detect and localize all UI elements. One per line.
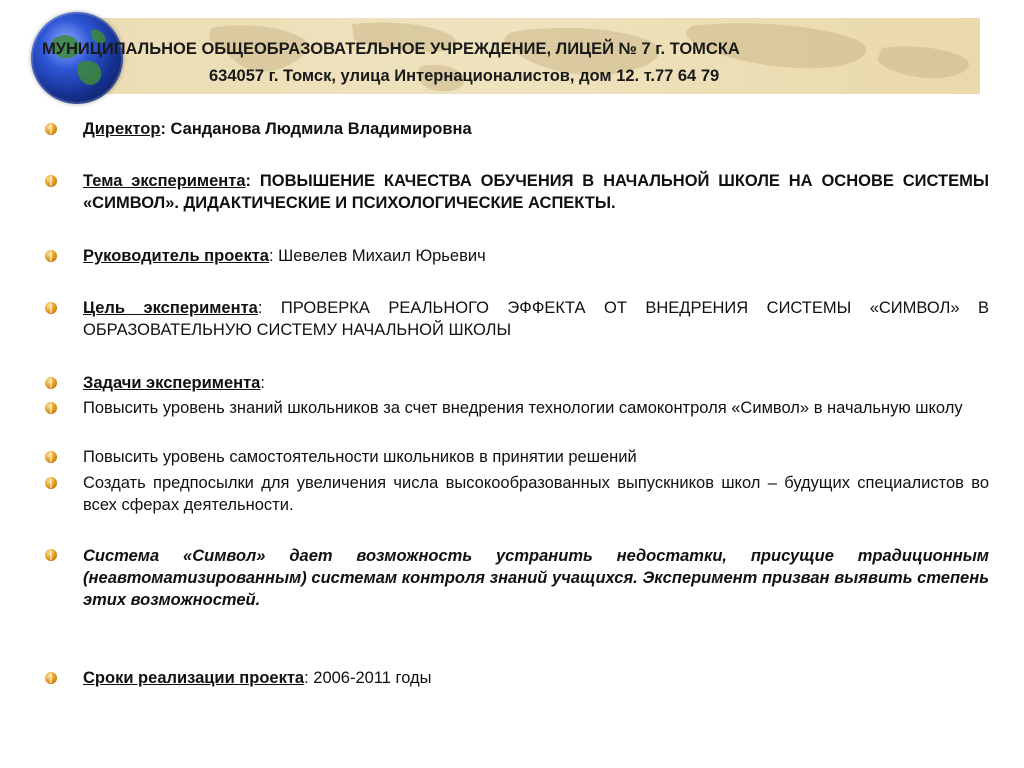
terms-value: 2006-2011 годы (313, 669, 432, 687)
leader-value: Шевелев Михаил Юрьевич (278, 247, 486, 265)
theme-label: Тема эксперимента (83, 172, 246, 190)
header-title: МУНИЦИПАЛЬНОЕ ОБЩЕОБРАЗОВАТЕЛЬНОЕ УЧРЕЖДЕНИЕ, ЛИЦЕЙ № 7 г. ТОМСКА (42, 40, 740, 58)
leader-item: Руководитель проекта: Шевелев Михаил Юрьевич (83, 247, 486, 265)
header-address: 634057 г. Томск, улица Интернационалистов, дом 12. т.77 64 79 (209, 67, 720, 85)
terms-label: Сроки реализации проекта (83, 669, 305, 687)
bullet-icon (45, 549, 57, 561)
terms-item: Сроки реализации проекта: 2006-2011 годы (83, 669, 432, 687)
tasks-item: Задачи эксперимента: (83, 374, 265, 392)
bullet-icon (45, 123, 57, 135)
bullet-icon (45, 377, 57, 389)
bullet-icon (45, 175, 57, 187)
task-list-item: Повысить уровень знаний школьников за счет внедрения технологии самоконтроля «Символ» в начальную школу (83, 399, 963, 417)
goal-value: ПРОВЕРКА РЕАЛЬНОГО ЭФФЕКТА ОТ ВНЕДРЕНИЯ СИСТЕМЫ «СИМВОЛ» В ОБРАЗОВАТЕЛЬНУЮ СИСТЕМУ НАЧАЛЬНОЙ ШКОЛЫ (83, 299, 989, 339)
director-label: Директор (83, 120, 161, 138)
bullet-icon (45, 672, 57, 684)
director-value: Санданова Людмила Владимировна (170, 120, 472, 138)
goal-item: Цель эксперимента: ПРОВЕРКА РЕАЛЬНОГО ЭФФЕКТА ОТ ВНЕДРЕНИЯ СИСТЕМЫ «СИМВОЛ» В ОБРАЗОВАТЕЛЬНУЮ СИСТЕМУ НАЧАЛЬНОЙ ШКОЛЫ (83, 299, 989, 339)
theme-item: Тема эксперимента: ПОВЫШЕНИЕ КАЧЕСТВА ОБУЧЕНИЯ В НАЧАЛЬНОЙ ШКОЛЕ НА ОСНОВЕ СИСТЕМЫ «СИМВОЛ». ДИДАКТИЧЕСКИЕ И ПСИХОЛОГИЧЕСКИЕ АСПЕКТЫ. (83, 172, 989, 212)
theme-value: ПОВЫШЕНИЕ КАЧЕСТВА ОБУЧЕНИЯ В НАЧАЛЬНОЙ ШКОЛЕ НА ОСНОВЕ СИСТЕМЫ «СИМВОЛ». ДИДАКТИЧЕСКИЕ И ПСИХОЛОГИЧЕСКИЕ АСПЕКТЫ. (83, 172, 989, 212)
bullet-icon (45, 451, 57, 463)
bullet-icon (45, 477, 57, 489)
task-list-item: Создать предпосылки для увеличения числа высокообразованных выпускников школ – будущих специалистов во всех сферах деятельности. (83, 474, 989, 514)
note-item: Система «Символ» дает возможность устранить недостатки, присущие традиционным (неавтоматизированным) системам контроля знаний учащихся. Эксперимент призван выявить степень этих возможностей. (83, 547, 989, 609)
leader-label: Руководитель проекта (83, 247, 269, 265)
bullet-icon (45, 402, 57, 414)
tasks-label: Задачи эксперимента (83, 374, 261, 392)
task-list-item: Повысить уровень самостоятельности школьников в принятии решений (83, 448, 637, 466)
bullet-icon (45, 302, 57, 314)
bullet-icon (45, 250, 57, 262)
goal-label: Цель эксперимента (83, 299, 258, 317)
director-item: Директор: Санданова Людмила Владимировна (83, 120, 472, 138)
